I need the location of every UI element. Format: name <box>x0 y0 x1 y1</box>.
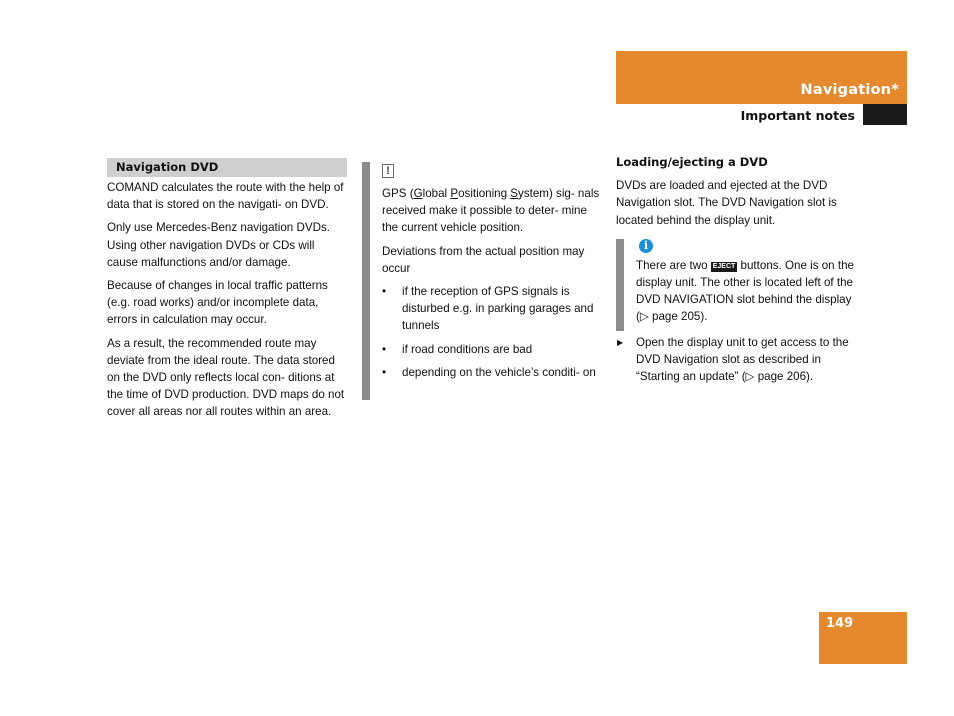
gps-letter-global: G <box>413 187 423 200</box>
chapter-header-bar <box>616 51 907 104</box>
gps-paragraph <box>382 185 602 237</box>
section-marker-block <box>863 104 907 125</box>
warning-icon: ! <box>382 164 394 178</box>
info-text-start: There are two <box>636 258 711 272</box>
info-sidebar <box>616 239 624 331</box>
column-loading-ejecting <box>616 154 856 385</box>
info-text-end: buttons. One is on the display unit. The other is located left of the DVD NAVIGATION slot behind the display (▷ page 205). <box>636 258 854 324</box>
list-item: • if road conditions are bad <box>382 341 602 358</box>
paragraph-4: As a result, the recommended route may deviate from the ideal route. The data stored on the DVD only reflects local con- ditions at the time of DVD production. DVD maps do not cover all areas nor all routes within an area. <box>107 336 345 419</box>
warning-note <box>362 162 602 387</box>
info-text <box>636 257 856 326</box>
gps-letter-system: S <box>510 187 519 200</box>
paragraph-2: Only use Mercedes-Benz navigation DVDs. Using other navigation DVDs or CDs will cause malfunctions and/or damage. <box>107 221 330 269</box>
section-title: Important notes <box>740 108 855 123</box>
gps-text-global: lobal <box>422 187 451 200</box>
navigation-dvd-heading: Navigation DVD <box>107 158 347 177</box>
paragraph-3: Because of changes in local traffic patterns (e.g. road works) and/or incomplete data, errors in calculation may occur. <box>107 279 328 327</box>
gps-letter-positioning: P <box>450 187 459 200</box>
section-subheader <box>616 104 907 126</box>
gps-text: PS ( <box>391 187 414 200</box>
step-text: Open the display unit to get access to the DVD Navigation slot as described in “Starting an update” (▷ page 206). <box>636 335 849 384</box>
list-item: • if the reception of GPS signals is disturbed e.g. in parking garages and tunnels <box>382 283 602 335</box>
info-icon: i <box>639 239 653 253</box>
eject-key-icon: EJECT <box>712 262 736 270</box>
deviation-list <box>382 283 602 381</box>
page-number: 149 <box>826 616 854 631</box>
gps-text-positioning: ositioning <box>458 187 511 200</box>
gps-text-system: ystem) sig- nals received make it possible to deter- mine the current vehicle position. <box>382 187 600 235</box>
deviations-paragraph: Deviations from the actual position may occur <box>382 244 585 275</box>
list-item: • depending on the vehicle’s conditi- on <box>382 364 602 381</box>
chapter-title: Navigation* <box>800 82 899 98</box>
column-navigation-dvd <box>107 158 347 427</box>
loading-intro: DVDs are loaded and ejected at the DVD Navigation slot. The DVD Navigation slot is located behind the display unit. <box>616 179 837 227</box>
page-number-box <box>819 612 907 664</box>
info-note <box>616 239 856 326</box>
loading-ejecting-heading: Loading/ejecting a DVD <box>616 155 768 169</box>
paragraph-1: COMAND calculates the route with the help of data that is stored on the navigati- on DVD. <box>107 181 344 212</box>
gps-letter-g: G <box>382 187 392 200</box>
step-arrow-icon: ▶ <box>617 337 624 347</box>
instruction-step <box>616 334 856 386</box>
